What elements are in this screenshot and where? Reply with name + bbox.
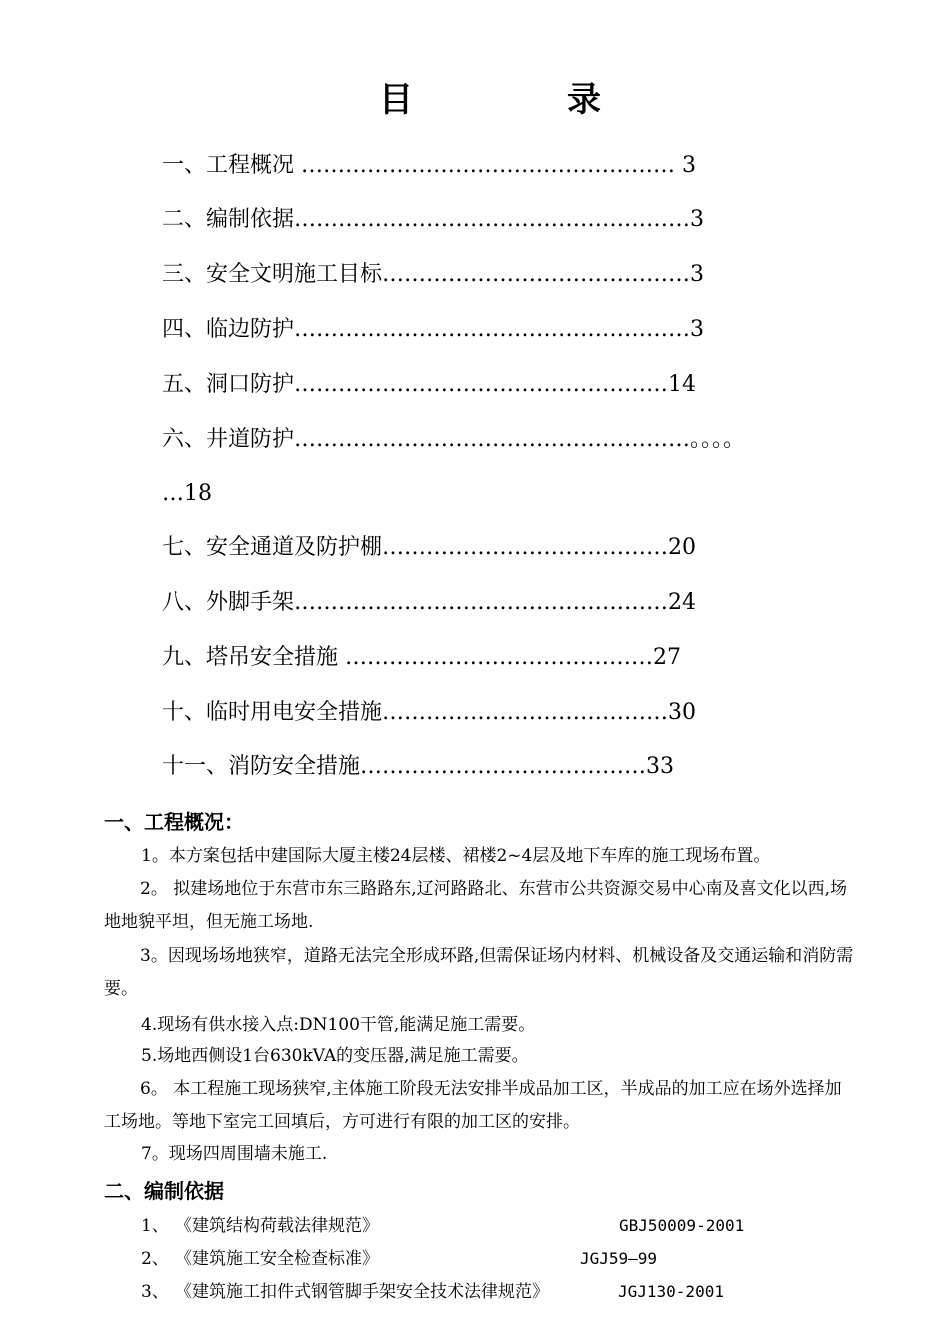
- toc-entry-leader: ……………………………………: [382, 262, 691, 287]
- reference-title: 《建筑结构荷载法律规范》: [175, 1216, 379, 1236]
- toc-entry-leader: ………………………………………………: [294, 207, 691, 232]
- paragraph: 5.场地西侧设1台630kVA的变压器,满足施工需要。: [141, 1046, 529, 1066]
- toc-entry[interactable]: [162, 752, 846, 782]
- toc-entry-label: 七、安全通道及防护棚: [162, 535, 383, 560]
- toc-entry-label: 十、临时用电安全措施: [162, 700, 383, 725]
- toc-entry[interactable]: [162, 533, 846, 563]
- toc-entry-leader: …………………………………: [382, 700, 669, 725]
- toc-entry-page: 18: [184, 481, 212, 506]
- paragraph: 1。本方案包括中建国际大厦主楼24层楼、裙楼2~4层及地下车库的施工现场布置。: [141, 846, 771, 866]
- paragraph-text: 3。因现场场地狭窄，道路无法完全形成环路,但需保证场内材料、机械设备及交通运输和消防需要。: [104, 946, 854, 999]
- toc-entry-page: 24: [668, 590, 697, 615]
- reference-title: 《建筑施工安全检查标准》: [175, 1249, 379, 1269]
- reference-code: GBJ50009-2001: [619, 1216, 745, 1235]
- reference-code: JGJ130-2001: [618, 1282, 724, 1301]
- toc-title: 目 录: [379, 80, 661, 120]
- toc-entry-label: 八、外脚手架: [162, 590, 295, 615]
- toc-entry[interactable]: [162, 370, 846, 400]
- toc-entry[interactable]: [162, 151, 846, 181]
- paragraph: 7。现场四周围墙未施工.: [141, 1144, 328, 1164]
- toc-entry-label: 四、临边防护: [162, 317, 295, 342]
- paragraph-text: 2。 拟建场地位于东营市东三路路东,辽河路路北、东营市公共资源交易中心南及喜文化以西,场地地貌平坦，但无施工场地.: [104, 879, 848, 932]
- toc-entry-label: 五、洞口防护: [162, 372, 295, 397]
- toc-entry-label: 一、工程概况: [162, 153, 295, 178]
- section-heading: 一、工程概况：: [104, 810, 244, 834]
- toc-entry-page: 33: [646, 754, 675, 779]
- reference-number: 2、: [141, 1249, 169, 1269]
- paragraph: 4.现场有供水接入点:DN100干管,能满足施工需要。: [141, 1015, 536, 1035]
- toc-entry-leader: …………………………………: [360, 754, 647, 779]
- toc-entry-leader: ……………………………………………: [294, 590, 669, 615]
- paragraph: [104, 873, 854, 939]
- toc-entry-page: 3: [690, 207, 705, 232]
- toc-entry-leader: ……………………………………: [338, 645, 654, 670]
- toc-entry-page: 3: [675, 153, 697, 178]
- toc-entry-continuation[interactable]: [162, 479, 212, 509]
- toc-entry-page: 27: [653, 645, 682, 670]
- reference-code: JGJ59—99: [580, 1249, 658, 1268]
- toc-entry-label: 二、编制依据: [162, 207, 295, 232]
- paragraph: [104, 940, 854, 1006]
- paragraph-text: 6。 本工程施工现场狭窄,主体施工阶段无法安排半成品加工区，半成品的加工应在场外选择加工场地。等地下室完工回填后，方可进行有限的加工区的安排。: [104, 1079, 842, 1132]
- toc-entry-label: 十一、消防安全措施: [162, 754, 361, 779]
- toc-entry-leader: ……………………………………………: [294, 153, 676, 178]
- toc-entry-page: 30: [668, 700, 697, 725]
- toc-entry[interactable]: [162, 698, 846, 728]
- reference-number: 3、: [141, 1282, 169, 1302]
- toc-entry-page: 14: [668, 372, 697, 397]
- toc-entry-page: 3: [690, 317, 705, 342]
- toc-entry[interactable]: [162, 315, 846, 345]
- toc-entry-leader: ………………………………………………。。。。: [294, 427, 746, 452]
- toc-entry[interactable]: [162, 588, 846, 618]
- toc-entry-label: 六、井道防护: [162, 427, 295, 452]
- toc-entry-leader: …………………………………: [382, 535, 669, 560]
- section-heading: 二、编制依据: [104, 1179, 224, 1203]
- toc-entry[interactable]: [162, 425, 846, 455]
- toc-entry-page: 20: [668, 535, 697, 560]
- reference-number: 1、: [141, 1216, 169, 1236]
- toc-entry[interactable]: [162, 205, 846, 235]
- toc-entry-leader: ………………………………………………: [294, 317, 691, 342]
- toc-entry-leader: ……………………………………………: [294, 372, 669, 397]
- reference-title: 《建筑施工扣件式钢管脚手架安全技术法律规范》: [175, 1282, 549, 1302]
- toc-entry-page: 3: [690, 262, 705, 287]
- toc-entry[interactable]: [162, 643, 846, 673]
- toc-entry[interactable]: [162, 260, 846, 290]
- paragraph: [104, 1073, 854, 1139]
- toc-entry-leader: …: [162, 481, 184, 506]
- toc-entry-label: 九、塔吊安全措施: [162, 645, 339, 670]
- toc-entry-label: 三、安全文明施工目标: [162, 262, 383, 287]
